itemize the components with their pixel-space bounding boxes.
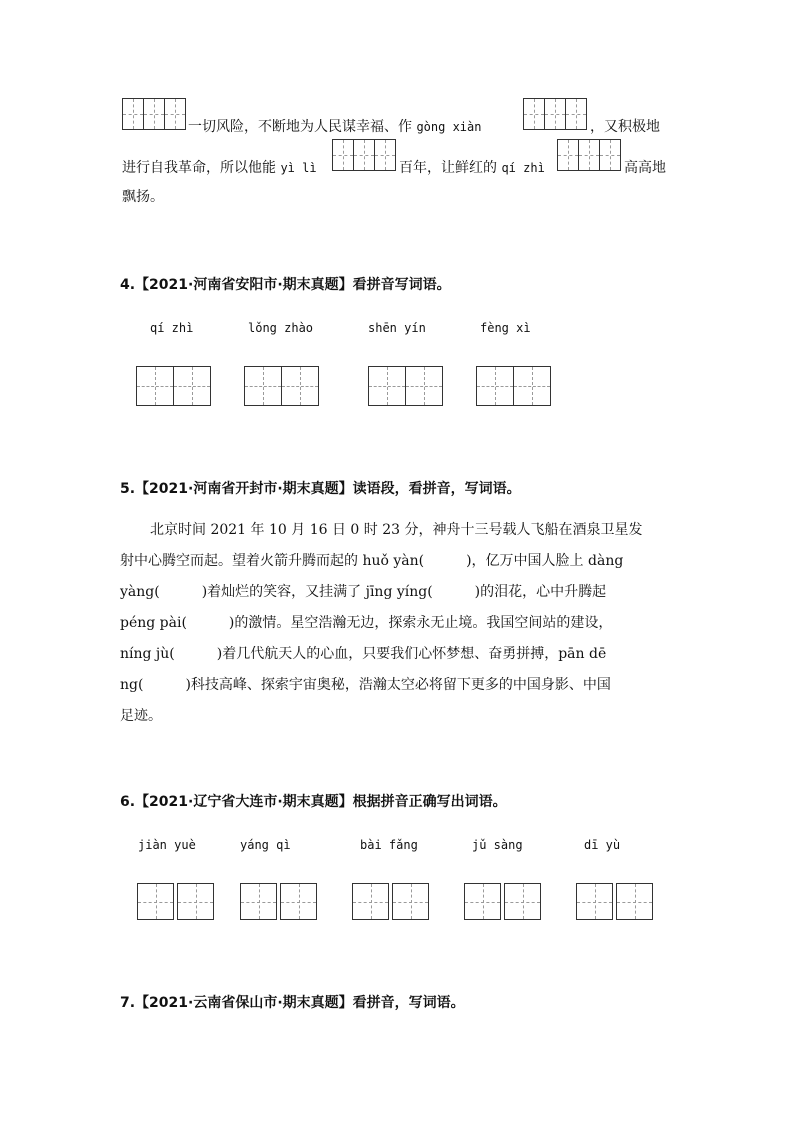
- grid-cell[interactable]: [578, 139, 600, 171]
- q4-grid-3[interactable]: [368, 366, 443, 406]
- q4-pinyin-2: lǒng zhào: [248, 321, 314, 335]
- grid-cell[interactable]: [374, 139, 396, 171]
- q5-line-5: níng jù( )着几代航天人的心血，只要我们心怀梦想、奋勇拼搏，pān dē: [120, 646, 607, 662]
- grid-cell[interactable]: [122, 98, 144, 130]
- q5-line-1: 北京时间 2021 年 10 月 16 日 0 时 23 分，神舟十三号载人飞船在酒泉卫星发: [150, 522, 643, 538]
- answer-grid-qizhi[interactable]: [557, 139, 621, 171]
- grid-cell[interactable]: [143, 98, 165, 130]
- intro-line1-text: [188, 117, 481, 137]
- q4-pinyin-1: qí zhì: [150, 321, 194, 335]
- grid-cell[interactable]: [281, 366, 319, 406]
- q5-line-7: 足迹。: [120, 708, 162, 724]
- q5-line-4: péng pài( )的激情。星空浩瀚无边，探索永无止境。我国空间站的建设，: [120, 615, 613, 631]
- intro-line2-end: 高高地: [624, 160, 666, 176]
- intro-text: 进行自我革命，所以他能: [122, 160, 281, 176]
- q6-pinyin-5: dī yù: [584, 838, 621, 852]
- grid-cell[interactable]: [173, 366, 211, 406]
- grid-cell[interactable]: [280, 883, 317, 920]
- grid-cell[interactable]: [244, 366, 282, 406]
- q5-heading: 5.【2021·河南省开封市·期末真题】读语段，看拼音，写词语。: [120, 481, 521, 497]
- grid-cell[interactable]: [557, 139, 579, 171]
- q4-grid-1[interactable]: [136, 366, 211, 406]
- q4-pinyin-4: fèng xì: [480, 321, 531, 335]
- grid-cell[interactable]: [240, 883, 277, 920]
- grid-cell[interactable]: [616, 883, 653, 920]
- grid-cell[interactable]: [136, 366, 174, 406]
- grid-cell[interactable]: [137, 883, 174, 920]
- grid-cell[interactable]: [392, 883, 429, 920]
- q4-grid-2[interactable]: [244, 366, 319, 406]
- q5-line-2: 射中心腾空而起。望着火箭升腾而起的 huǒ yàn( )，亿万中国人脸上 dàng: [120, 553, 624, 569]
- grid-cell[interactable]: [164, 98, 186, 130]
- grid-cell[interactable]: [368, 366, 406, 406]
- grid-cell[interactable]: [513, 366, 551, 406]
- pinyin-qizhi: qí zhì: [501, 161, 545, 175]
- grid-cell[interactable]: [177, 883, 214, 920]
- answer-grid-1[interactable]: [122, 98, 186, 130]
- q6-grid-3[interactable]: [352, 883, 429, 920]
- grid-cell[interactable]: [544, 98, 566, 130]
- q6-pinyin-3: bài fǎng: [360, 838, 418, 852]
- q5-line-6: ng( )科技高峰、探索宇宙奥秘，浩瀚太空必将留下更多的中国身影、中国: [120, 677, 611, 693]
- q6-grid-1[interactable]: [137, 883, 214, 920]
- answer-grid-gongxian[interactable]: [523, 98, 587, 130]
- grid-cell[interactable]: [405, 366, 443, 406]
- intro-line2-mid: [399, 158, 545, 178]
- intro-line1-end: ，又积极地: [590, 119, 660, 135]
- q6-grid-4[interactable]: [464, 883, 541, 920]
- intro-line2-start: [122, 158, 317, 178]
- grid-cell[interactable]: [565, 98, 587, 130]
- q4-pinyin-3: shēn yín: [368, 321, 426, 335]
- pinyin-yili: yì lì: [280, 161, 317, 175]
- grid-cell[interactable]: [464, 883, 501, 920]
- q7-heading: 7.【2021·云南省保山市·期末真题】看拼音，写词语。: [120, 995, 465, 1011]
- q4-heading: 4.【2021·河南省安阳市·期末真题】看拼音写词语。: [120, 277, 451, 293]
- q6-heading: 6.【2021·辽宁省大连市·期末真题】根据拼音正确写出词语。: [120, 794, 507, 810]
- intro-line3: 飘扬。: [122, 189, 164, 205]
- q6-pinyin-2: yáng qì: [240, 838, 291, 852]
- grid-cell[interactable]: [523, 98, 545, 130]
- q6-grid-5[interactable]: [576, 883, 653, 920]
- grid-cell[interactable]: [353, 139, 375, 171]
- grid-cell[interactable]: [576, 883, 613, 920]
- intro-text: 一切风险，不断地为人民谋幸福、作: [188, 119, 417, 135]
- q4-grid-4[interactable]: [476, 366, 551, 406]
- answer-grid-yili[interactable]: [332, 139, 396, 171]
- q5-line-3: yàng( )着灿烂的笑容，又挂满了 jīng yíng( )的泪花，心中升腾起: [120, 584, 607, 600]
- q6-pinyin-1: jiàn yuè: [138, 838, 196, 852]
- grid-cell[interactable]: [599, 139, 621, 171]
- pinyin-gongxian: gòng xiàn: [416, 120, 482, 134]
- q6-grid-2[interactable]: [240, 883, 317, 920]
- grid-cell[interactable]: [332, 139, 354, 171]
- q6-pinyin-4: jǔ sàng: [472, 838, 523, 852]
- grid-cell[interactable]: [476, 366, 514, 406]
- grid-cell[interactable]: [504, 883, 541, 920]
- intro-text: 百年，让鲜红的: [399, 160, 502, 176]
- grid-cell[interactable]: [352, 883, 389, 920]
